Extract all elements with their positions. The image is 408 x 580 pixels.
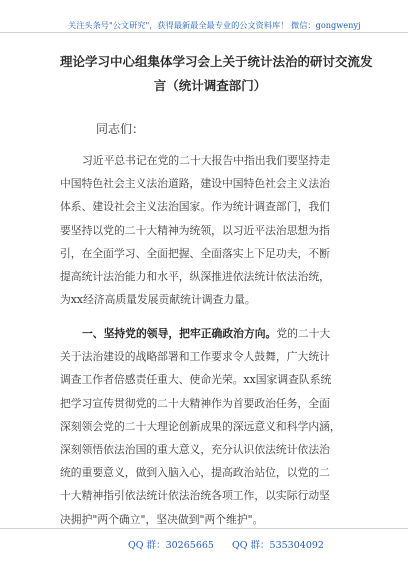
- document-title-line-2: 言（统计调查部门）: [153, 78, 267, 93]
- paragraph-line: 深刻领悟依法治国的重大意义，充分认识依法统计依法治: [60, 442, 330, 456]
- paragraph-line: 决拥护"两个确立"，坚决做到"两个维护"。: [60, 512, 264, 526]
- paragraph-line: [60, 322, 370, 345]
- paragraph-line-rest: 党的二十大: [276, 327, 331, 340]
- paragraph-line: 体系、建设社会主义法治国家。作为统计调查部门，我们: [60, 200, 330, 214]
- paragraph-line: 关于法治建设的战略部署和工作要求令人鼓舞，广大统计: [60, 350, 330, 364]
- paragraph-line: 提高统计法治能力和水平，纵深推进依法统计依法治统，: [60, 269, 330, 283]
- footer-qq-group-2: QQ 群：535304092: [231, 540, 324, 551]
- header-promo-text: 关注头条号"公文研究"，获得最新最全最专业的公文资料库！ 微信：gongwenyj: [68, 20, 361, 30]
- paragraph-line: 调查工作者倍感责任重大、使命光荣。xx国家调查队系统: [60, 373, 332, 387]
- section-heading: 一、坚持党的领导，把牢正确政治方向。: [82, 327, 277, 340]
- paragraph-line: 引，在全面学习、全面把握、全面落实上下足功夫，不断: [60, 246, 330, 260]
- page-footer: [0, 528, 408, 551]
- paragraph-line: 深刻领会党的二十大理论创新成果的深远意义和科学内涵，: [60, 419, 341, 433]
- page-header: [0, 6, 408, 33]
- footer-contact: [128, 537, 324, 551]
- salutation: 同志们：: [96, 122, 145, 136]
- paragraph-line: 为xx经济高质量发展贡献统计调查力量。: [60, 293, 256, 307]
- paragraph-line: 要坚持以党的二十大精神为统领，以习近平法治思想为指: [60, 223, 330, 237]
- paragraph-line: 中国特色社会主义法治道路，建设中国特色社会主义法治: [60, 177, 330, 191]
- document-title-line-1: 理论学习中心组集体学习会上关于统计法治的研讨交流发: [60, 54, 373, 69]
- paragraph-line: 统的重要意义，做到入脑入心，提高政治站位，以党的二: [60, 466, 330, 480]
- paragraph-intro: [60, 149, 370, 311]
- paragraph-line: 把学习宣传贯彻党的二十大精神作为首要政治任务，全面: [60, 396, 330, 410]
- footer-qq-group-1: QQ 群：30265665: [128, 540, 214, 551]
- paragraph-section-1: [60, 322, 370, 531]
- paragraph-line: 十大精神指引依法统计依法治统各项工作，以实际行动坚: [60, 489, 330, 503]
- paragraph-line: 习近平总书记在党的二十大报告中指出我们要坚持走: [82, 154, 331, 167]
